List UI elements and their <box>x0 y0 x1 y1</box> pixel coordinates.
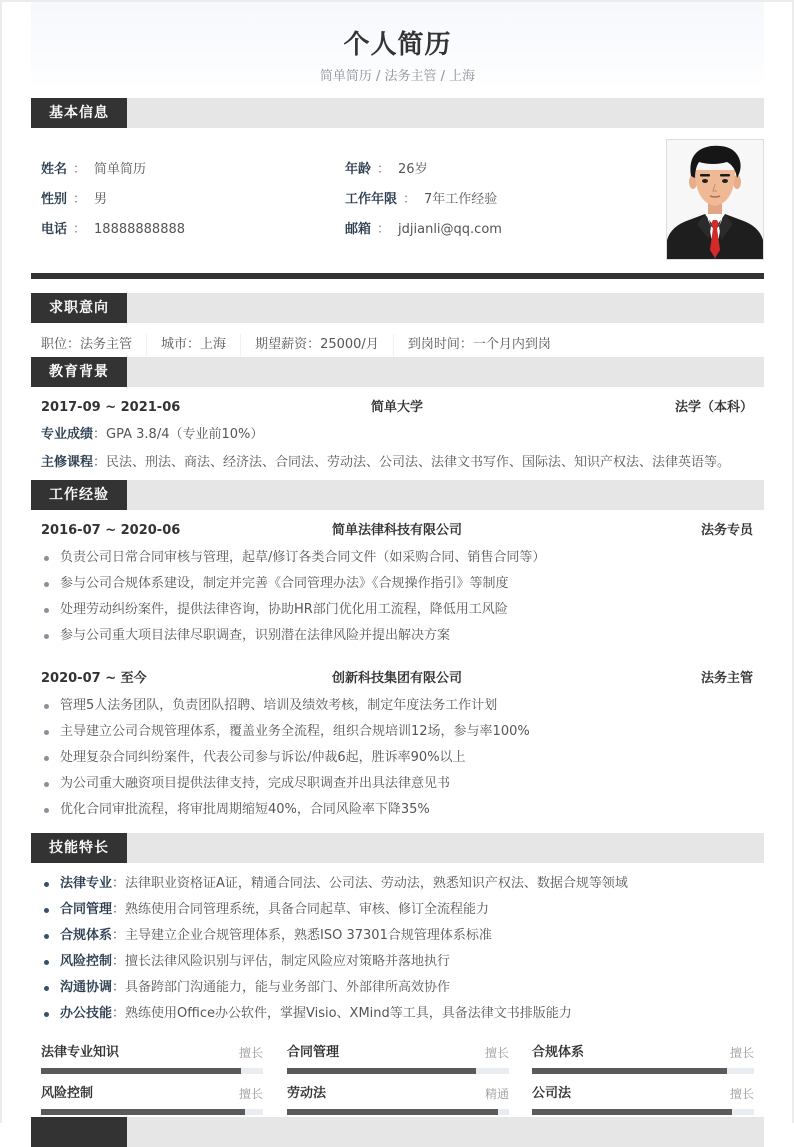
info-value: 男 <box>94 192 108 207</box>
intention-label: 期望薪资： <box>255 337 321 352</box>
info-value: 7年工作经验 <box>424 192 498 207</box>
skill-bar-name: 公司法 <box>532 1086 572 1101</box>
list-item <box>41 545 761 571</box>
bullet-icon <box>44 782 49 787</box>
education-school: 简单大学 <box>370 400 423 415</box>
list-item <box>41 949 761 975</box>
bullet-icon <box>44 882 49 887</box>
skill-bar-track <box>287 1068 509 1074</box>
bullet-icon <box>44 608 49 613</box>
skill-bar-level: 擅长 <box>238 1046 263 1060</box>
intention-city <box>161 334 241 356</box>
intention-label: 职位： <box>41 337 81 352</box>
bullet-icon <box>44 908 49 913</box>
skill-bar-track <box>41 1068 263 1074</box>
skill-separator: ： <box>112 954 126 969</box>
work-bullets <box>41 693 761 823</box>
info-separator: ： <box>73 162 87 177</box>
info-value: 26岁 <box>398 162 428 177</box>
skill-bar <box>532 1042 754 1076</box>
skill-bar <box>287 1042 509 1076</box>
section-title: 求职意向 <box>31 293 127 323</box>
list-item <box>41 871 761 897</box>
page-title: 个人简历 <box>343 30 452 60</box>
skill-bar-name: 风险控制 <box>41 1086 94 1101</box>
intention-value: 一个月内到岗 <box>472 337 551 352</box>
section-title: 基本信息 <box>31 98 127 128</box>
bullet-text: 负责公司日常合同审核与管理，起草/修订各类合同文件（如采购合同、销售合同等） <box>60 550 546 565</box>
info-age <box>345 159 428 181</box>
detail-separator: ： <box>93 455 107 470</box>
skill-desc: 主导建立企业合规管理体系，熟悉ISO 37301合规管理体系标准 <box>125 928 492 943</box>
skill-bar <box>41 1083 263 1117</box>
avatar-photo <box>666 139 764 260</box>
section-header-work <box>31 480 764 510</box>
info-separator: ： <box>377 222 391 237</box>
skill-separator: ： <box>112 928 126 943</box>
section-title: 技能特长 <box>31 833 127 863</box>
intention-label: 到岗时间： <box>407 337 473 352</box>
skill-label: 风险控制 <box>60 954 113 969</box>
skill-bar <box>41 1042 263 1076</box>
skill-bar-name: 劳动法 <box>287 1086 327 1101</box>
work-bullets <box>41 545 761 649</box>
detail-value: 民法、刑法、商法、经济法、合同法、劳动法、公司法、法律文书写作、国际法、知识产权法、法律英语等。 <box>106 455 731 470</box>
list-item <box>41 1001 761 1027</box>
resume-header <box>31 2 764 88</box>
list-item <box>41 745 761 771</box>
list-item <box>41 897 761 923</box>
work-date: 2020-07 ~ 至今 <box>41 671 147 686</box>
bullet-icon <box>44 556 49 561</box>
skill-desc: 熟练使用合同管理系统，具备合同起草、审核、修订全流程能力 <box>125 902 490 917</box>
skill-bar-name: 法律专业知识 <box>41 1045 120 1060</box>
bullet-text: 优化合同审批流程，将审批周期缩短40%，合同风险率下降35% <box>60 802 430 817</box>
bullet-text: 参与公司合规体系建设，制定并完善《合同管理办法》《合规操作指引》等制度 <box>60 576 509 591</box>
bullet-icon <box>44 756 49 761</box>
info-label: 年龄 <box>345 162 372 177</box>
intention-label: 城市： <box>161 337 201 352</box>
info-email <box>345 219 502 241</box>
bullet-icon <box>44 730 49 735</box>
skill-bar-level: 擅长 <box>729 1046 754 1060</box>
skill-label: 法律专业 <box>60 876 113 891</box>
skill-desc: 具备跨部门沟通能力，能与业务部门、外部律所高效协作 <box>125 980 451 995</box>
bullet-icon <box>44 582 49 587</box>
bullet-icon <box>44 934 49 939</box>
skill-desc: 熟练使用Office办公软件，掌握Visio、XMind等工具，具备法律文书排版能力 <box>125 1006 572 1021</box>
skill-label: 合规体系 <box>60 928 113 943</box>
skill-bar-level: 擅长 <box>484 1046 509 1060</box>
section-header-education <box>31 357 764 387</box>
section-title <box>31 1117 127 1147</box>
intention-position <box>41 334 147 356</box>
education-gpa <box>41 424 761 446</box>
info-experience <box>345 189 497 211</box>
education-header <box>41 397 753 419</box>
skill-bar <box>532 1083 754 1117</box>
skill-separator: ： <box>112 980 126 995</box>
info-gender <box>41 189 107 211</box>
list-item <box>41 719 761 745</box>
info-label: 性别 <box>41 192 68 207</box>
skill-separator: ： <box>112 902 126 917</box>
info-value: jdjianli@qq.com <box>398 222 502 237</box>
intention-salary <box>255 334 394 356</box>
skill-bar-level: 擅长 <box>238 1087 263 1101</box>
detail-label: 主修课程 <box>41 455 94 470</box>
work-date: 2016-07 ~ 2020-06 <box>41 523 181 538</box>
bullet-icon <box>44 704 49 709</box>
skill-bar-fill <box>287 1068 476 1074</box>
work-role: 法务主管 <box>700 671 753 686</box>
info-separator: ： <box>377 162 391 177</box>
bullet-icon <box>44 1012 49 1017</box>
info-separator: ： <box>73 192 87 207</box>
education-courses <box>41 452 761 474</box>
bullet-text: 主导建立公司合规管理体系，覆盖业务全流程，组织合规培训12场，参与率100% <box>60 724 530 739</box>
info-label: 邮箱 <box>345 222 372 237</box>
skill-bar-fill <box>532 1109 732 1115</box>
skill-bar-fill <box>287 1109 498 1115</box>
skill-list <box>41 871 761 1027</box>
info-value: 18888888888 <box>94 222 186 237</box>
detail-separator: ： <box>93 427 107 442</box>
list-item <box>41 923 761 949</box>
bullet-text: 为公司重大融资项目提供法律支持，完成尽职调查并出具法律意见书 <box>60 776 451 791</box>
avatar-illustration-icon <box>667 140 763 259</box>
skill-bar-track <box>41 1109 263 1115</box>
skill-desc: 擅长法律风险识别与评估，制定风险应对策略并落地执行 <box>125 954 451 969</box>
detail-value: GPA 3.8/4（专业前10%） <box>106 427 264 442</box>
list-item <box>41 693 761 719</box>
intention-row <box>41 334 579 356</box>
bullet-text: 处理复杂合同纠纷案件，代表公司参与诉讼/仲裁6起，胜诉率90%以上 <box>60 750 466 765</box>
work-company: 简单法律科技有限公司 <box>331 523 462 538</box>
list-item <box>41 975 761 1001</box>
skill-bar-track <box>532 1109 754 1115</box>
skill-separator: ： <box>112 876 126 891</box>
section-header-basic <box>31 98 764 128</box>
list-item <box>41 797 761 823</box>
bullet-icon <box>44 634 49 639</box>
work-header <box>41 520 753 542</box>
detail-label: 专业成绩 <box>41 427 94 442</box>
list-item <box>41 597 761 623</box>
skill-label: 办公技能 <box>60 1006 113 1021</box>
intention-value: 上海 <box>200 337 227 352</box>
section-title: 教育背景 <box>31 357 127 387</box>
info-label: 姓名 <box>41 162 68 177</box>
bullet-text: 参与公司重大项目法律尽职调查，识别潜在法律风险并提出解决方案 <box>60 628 451 643</box>
list-item <box>41 771 761 797</box>
skill-desc: 法律职业资格证A证，精通合同法、公司法、劳动法，熟悉知识产权法、数据合规等领域 <box>125 876 628 891</box>
bullet-text: 管理5人法务团队，负责团队招聘、培训及绩效考核，制定年度法务工作计划 <box>60 698 498 713</box>
bullet-text: 处理劳动纠纷案件，提供法律咨询，协助HR部门优化用工流程，降低用工风险 <box>60 602 508 617</box>
info-phone <box>41 219 185 241</box>
list-item <box>41 571 761 597</box>
info-value: 简单简历 <box>94 162 147 177</box>
skill-bar-fill <box>41 1068 241 1074</box>
section-title: 工作经验 <box>31 480 127 510</box>
work-header <box>41 668 753 690</box>
skill-bar-level: 精通 <box>484 1087 509 1101</box>
work-role: 法务专员 <box>700 523 753 538</box>
skill-bar-track <box>532 1068 754 1074</box>
skill-label: 沟通协调 <box>60 980 113 995</box>
skill-separator: ： <box>112 1006 126 1021</box>
bullet-icon <box>44 960 49 965</box>
skill-bar <box>287 1083 509 1117</box>
skill-bar-name: 合规体系 <box>532 1045 585 1060</box>
section-header-skills <box>31 833 764 863</box>
info-name <box>41 159 146 181</box>
section-header-partial <box>31 1117 764 1147</box>
section-divider <box>31 273 764 279</box>
info-label: 工作年限 <box>345 192 398 207</box>
list-item <box>41 623 761 649</box>
skill-bar-fill <box>41 1109 245 1115</box>
skill-bar-track <box>287 1109 509 1115</box>
page-subtitle: 简单简历 / 法务主管 / 上海 <box>319 69 476 84</box>
work-company: 创新科技集团有限公司 <box>331 671 462 686</box>
education-date: 2017-09 ~ 2021-06 <box>41 400 181 415</box>
skill-bar-name: 合同管理 <box>287 1045 340 1060</box>
info-label: 电话 <box>41 222 68 237</box>
intention-value: 法务主管 <box>80 337 133 352</box>
intention-start-time <box>408 334 565 356</box>
education-degree: 法学（本科） <box>674 400 753 415</box>
skill-bar-level: 擅长 <box>729 1087 754 1101</box>
bullet-icon <box>44 986 49 991</box>
skill-bar-fill <box>532 1068 727 1074</box>
skill-label: 合同管理 <box>60 902 113 917</box>
info-separator: ： <box>403 192 417 207</box>
bullet-icon <box>44 808 49 813</box>
intention-value: 25000/月 <box>320 337 379 352</box>
info-separator: ： <box>73 222 87 237</box>
section-header-intention <box>31 293 764 323</box>
